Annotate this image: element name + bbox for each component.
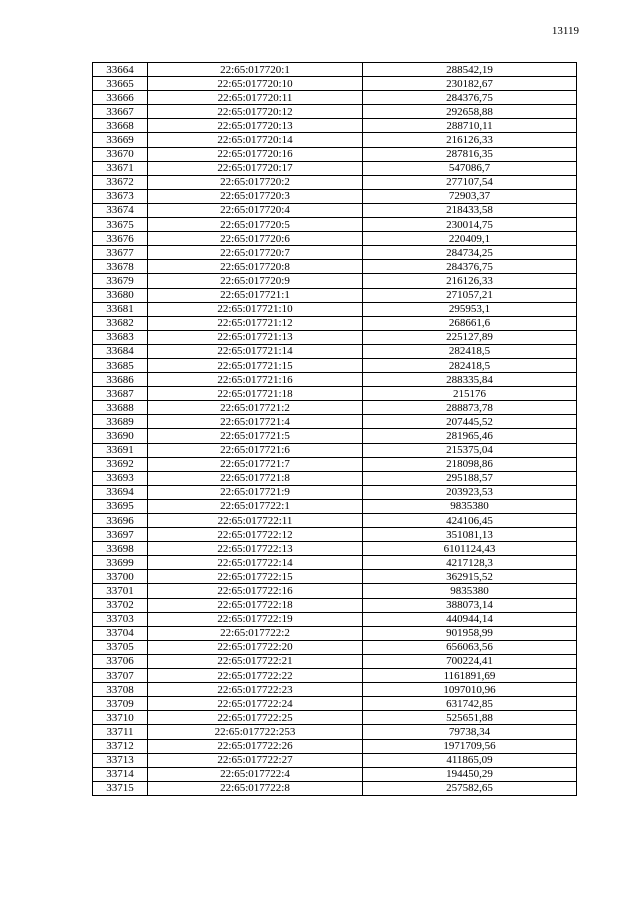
table-row <box>93 119 577 133</box>
table-row <box>93 514 577 528</box>
row-number-cell: 33676 <box>93 232 148 246</box>
row-number-cell: 33679 <box>93 274 148 288</box>
cadastral-number-cell: 22:65:017721:12 <box>148 316 363 330</box>
table-row <box>93 528 577 542</box>
row-number-cell: 33709 <box>93 697 148 711</box>
cadastral-number-cell: 22:65:017722:24 <box>148 697 363 711</box>
cadastral-number-cell: 22:65:017720:7 <box>148 246 363 260</box>
value-cell: 282418,5 <box>363 358 577 372</box>
table-row <box>93 218 577 232</box>
value-cell: 215375,04 <box>363 443 577 457</box>
cadastral-number-cell: 22:65:017721:4 <box>148 415 363 429</box>
value-cell: 388073,14 <box>363 598 577 612</box>
value-cell: 207445,52 <box>363 415 577 429</box>
row-number-cell: 33675 <box>93 218 148 232</box>
table-row <box>93 457 577 471</box>
value-cell: 230014,75 <box>363 218 577 232</box>
table-row <box>93 753 577 767</box>
value-cell: 282418,5 <box>363 344 577 358</box>
cadastral-number-cell: 22:65:017722:15 <box>148 570 363 584</box>
table-row <box>93 330 577 344</box>
value-cell: 901958,99 <box>363 626 577 640</box>
cadastral-number-cell: 22:65:017720:2 <box>148 175 363 189</box>
value-cell: 72903,37 <box>363 189 577 203</box>
table-row <box>93 556 577 570</box>
table-row <box>93 415 577 429</box>
table-row <box>93 387 577 401</box>
row-number-cell: 33704 <box>93 626 148 640</box>
table-row <box>93 77 577 91</box>
value-cell: 1097010,96 <box>363 683 577 697</box>
cadastral-number-cell: 22:65:017722:25 <box>148 711 363 725</box>
row-number-cell: 33666 <box>93 91 148 105</box>
value-cell: 424106,45 <box>363 514 577 528</box>
table-row <box>93 344 577 358</box>
value-cell: 631742,85 <box>363 697 577 711</box>
table-row <box>93 260 577 274</box>
row-number-cell: 33699 <box>93 556 148 570</box>
value-cell: 6101124,43 <box>363 542 577 556</box>
row-number-cell: 33705 <box>93 640 148 654</box>
value-cell: 257582,65 <box>363 781 577 795</box>
value-cell: 656063,56 <box>363 640 577 654</box>
row-number-cell: 33664 <box>93 63 148 77</box>
value-cell: 288873,78 <box>363 401 577 415</box>
table-row <box>93 781 577 795</box>
row-number-cell: 33710 <box>93 711 148 725</box>
table-row <box>93 612 577 626</box>
row-number-cell: 33707 <box>93 669 148 683</box>
value-cell: 277107,54 <box>363 175 577 189</box>
cadastral-number-cell: 22:65:017722:19 <box>148 612 363 626</box>
page-number: 13119 <box>551 25 579 37</box>
row-number-cell: 33678 <box>93 260 148 274</box>
row-number-cell: 33693 <box>93 471 148 485</box>
value-cell: 271057,21 <box>363 288 577 302</box>
row-number-cell: 33669 <box>93 133 148 147</box>
row-number-cell: 33670 <box>93 147 148 161</box>
table-row <box>93 63 577 77</box>
cadastral-number-cell: 22:65:017722:253 <box>148 725 363 739</box>
cadastral-number-cell: 22:65:017720:13 <box>148 119 363 133</box>
value-cell: 268661,6 <box>363 316 577 330</box>
table-row <box>93 654 577 668</box>
cadastral-number-cell: 22:65:017722:13 <box>148 542 363 556</box>
row-number-cell: 33668 <box>93 119 148 133</box>
value-cell: 218433,58 <box>363 203 577 217</box>
table-row <box>93 697 577 711</box>
table-row <box>93 669 577 683</box>
cadastral-number-cell: 22:65:017721:14 <box>148 344 363 358</box>
row-number-cell: 33673 <box>93 189 148 203</box>
value-cell: 351081,13 <box>363 528 577 542</box>
cadastral-number-cell: 22:65:017720:14 <box>148 133 363 147</box>
table-row <box>93 232 577 246</box>
value-cell: 295953,1 <box>363 302 577 316</box>
cadastral-number-cell: 22:65:017721:8 <box>148 471 363 485</box>
row-number-cell: 33694 <box>93 485 148 499</box>
row-number-cell: 33671 <box>93 161 148 175</box>
row-number-cell: 33684 <box>93 344 148 358</box>
table-row <box>93 189 577 203</box>
cadastral-number-cell: 22:65:017720:16 <box>148 147 363 161</box>
table-row <box>93 133 577 147</box>
table-row <box>93 485 577 499</box>
value-cell: 288710,11 <box>363 119 577 133</box>
value-cell: 295188,57 <box>363 471 577 485</box>
row-number-cell: 33714 <box>93 767 148 781</box>
row-number-cell: 33700 <box>93 570 148 584</box>
table-row <box>93 246 577 260</box>
value-cell: 4217128,3 <box>363 556 577 570</box>
cadastral-number-cell: 22:65:017720:4 <box>148 203 363 217</box>
table-row <box>93 274 577 288</box>
row-number-cell: 33680 <box>93 288 148 302</box>
cadastral-number-cell: 22:65:017722:22 <box>148 669 363 683</box>
table-row <box>93 429 577 443</box>
value-cell: 284376,75 <box>363 91 577 105</box>
table-row <box>93 175 577 189</box>
cadastral-number-cell: 22:65:017720:11 <box>148 91 363 105</box>
cadastral-number-cell: 22:65:017722:11 <box>148 514 363 528</box>
cadastral-value-table <box>92 62 577 796</box>
row-number-cell: 33690 <box>93 429 148 443</box>
table-row <box>93 542 577 556</box>
cadastral-number-cell: 22:65:017722:27 <box>148 753 363 767</box>
value-cell: 284376,75 <box>363 260 577 274</box>
row-number-cell: 33689 <box>93 415 148 429</box>
row-number-cell: 33715 <box>93 781 148 795</box>
row-number-cell: 33674 <box>93 203 148 217</box>
row-number-cell: 33688 <box>93 401 148 415</box>
value-cell: 1161891,69 <box>363 669 577 683</box>
table-row <box>93 91 577 105</box>
value-cell: 547086,7 <box>363 161 577 175</box>
value-cell: 216126,33 <box>363 133 577 147</box>
cadastral-number-cell: 22:65:017720:3 <box>148 189 363 203</box>
cadastral-number-cell: 22:65:017721:18 <box>148 387 363 401</box>
value-cell: 216126,33 <box>363 274 577 288</box>
row-number-cell: 33681 <box>93 302 148 316</box>
table-row <box>93 443 577 457</box>
cadastral-number-cell: 22:65:017720:17 <box>148 161 363 175</box>
cadastral-number-cell: 22:65:017720:1 <box>148 63 363 77</box>
cadastral-number-cell: 22:65:017722:8 <box>148 781 363 795</box>
value-cell: 288335,84 <box>363 373 577 387</box>
cadastral-number-cell: 22:65:017722:2 <box>148 626 363 640</box>
table-row <box>93 316 577 330</box>
cadastral-number-cell: 22:65:017722:14 <box>148 556 363 570</box>
cadastral-number-cell: 22:65:017722:23 <box>148 683 363 697</box>
table-row <box>93 767 577 781</box>
cadastral-number-cell: 22:65:017720:9 <box>148 274 363 288</box>
table-row <box>93 570 577 584</box>
cadastral-number-cell: 22:65:017722:1 <box>148 499 363 513</box>
table-row <box>93 288 577 302</box>
row-number-cell: 33703 <box>93 612 148 626</box>
row-number-cell: 33706 <box>93 654 148 668</box>
row-number-cell: 33665 <box>93 77 148 91</box>
value-cell: 194450,29 <box>363 767 577 781</box>
cadastral-number-cell: 22:65:017721:9 <box>148 485 363 499</box>
row-number-cell: 33683 <box>93 330 148 344</box>
row-number-cell: 33712 <box>93 739 148 753</box>
row-number-cell: 33667 <box>93 105 148 119</box>
table-row <box>93 739 577 753</box>
cadastral-number-cell: 22:65:017722:12 <box>148 528 363 542</box>
value-cell: 79738,34 <box>363 725 577 739</box>
row-number-cell: 33708 <box>93 683 148 697</box>
cadastral-number-cell: 22:65:017721:13 <box>148 330 363 344</box>
value-cell: 288542,19 <box>363 63 577 77</box>
value-cell: 220409,1 <box>363 232 577 246</box>
table-row <box>93 161 577 175</box>
table-row <box>93 105 577 119</box>
value-cell: 225127,89 <box>363 330 577 344</box>
table-row <box>93 471 577 485</box>
row-number-cell: 33698 <box>93 542 148 556</box>
cadastral-number-cell: 22:65:017720:12 <box>148 105 363 119</box>
cadastral-number-cell: 22:65:017722:20 <box>148 640 363 654</box>
value-cell: 9835380 <box>363 499 577 513</box>
row-number-cell: 33687 <box>93 387 148 401</box>
cadastral-number-cell: 22:65:017720:6 <box>148 232 363 246</box>
row-number-cell: 33691 <box>93 443 148 457</box>
value-cell: 292658,88 <box>363 105 577 119</box>
table-row <box>93 302 577 316</box>
row-number-cell: 33697 <box>93 528 148 542</box>
cadastral-number-cell: 22:65:017720:5 <box>148 218 363 232</box>
row-number-cell: 33682 <box>93 316 148 330</box>
cadastral-number-cell: 22:65:017721:6 <box>148 443 363 457</box>
table-row <box>93 358 577 372</box>
table-row <box>93 683 577 697</box>
value-cell: 525651,88 <box>363 711 577 725</box>
row-number-cell: 33702 <box>93 598 148 612</box>
table-row <box>93 373 577 387</box>
value-cell: 440944,14 <box>363 612 577 626</box>
cadastral-number-cell: 22:65:017722:21 <box>148 654 363 668</box>
cadastral-number-cell: 22:65:017721:5 <box>148 429 363 443</box>
cadastral-number-cell: 22:65:017722:16 <box>148 584 363 598</box>
table-row <box>93 598 577 612</box>
table-row <box>93 147 577 161</box>
row-number-cell: 33696 <box>93 514 148 528</box>
cadastral-number-cell: 22:65:017722:26 <box>148 739 363 753</box>
value-cell: 215176 <box>363 387 577 401</box>
cadastral-number-cell: 22:65:017721:15 <box>148 358 363 372</box>
row-number-cell: 33692 <box>93 457 148 471</box>
row-number-cell: 33685 <box>93 358 148 372</box>
value-cell: 287816,35 <box>363 147 577 161</box>
value-cell: 700224,41 <box>363 654 577 668</box>
table-row <box>93 203 577 217</box>
cadastral-number-cell: 22:65:017722:4 <box>148 767 363 781</box>
value-cell: 203923,53 <box>363 485 577 499</box>
value-cell: 9835380 <box>363 584 577 598</box>
row-number-cell: 33713 <box>93 753 148 767</box>
value-cell: 281965,46 <box>363 429 577 443</box>
cadastral-number-cell: 22:65:017721:1 <box>148 288 363 302</box>
cadastral-number-cell: 22:65:017722:18 <box>148 598 363 612</box>
table-row <box>93 584 577 598</box>
row-number-cell: 33701 <box>93 584 148 598</box>
cadastral-number-cell: 22:65:017720:8 <box>148 260 363 274</box>
value-cell: 284734,25 <box>363 246 577 260</box>
row-number-cell: 33686 <box>93 373 148 387</box>
value-cell: 411865,09 <box>363 753 577 767</box>
table-row <box>93 640 577 654</box>
table-body <box>93 63 577 796</box>
row-number-cell: 33695 <box>93 499 148 513</box>
row-number-cell: 33711 <box>93 725 148 739</box>
table-row <box>93 711 577 725</box>
cadastral-number-cell: 22:65:017721:2 <box>148 401 363 415</box>
table-row <box>93 499 577 513</box>
value-cell: 218098,86 <box>363 457 577 471</box>
table-row <box>93 401 577 415</box>
cadastral-number-cell: 22:65:017720:10 <box>148 77 363 91</box>
value-cell: 362915,52 <box>363 570 577 584</box>
value-cell: 1971709,56 <box>363 739 577 753</box>
value-cell: 230182,67 <box>363 77 577 91</box>
table-row <box>93 725 577 739</box>
table-row <box>93 626 577 640</box>
cadastral-number-cell: 22:65:017721:10 <box>148 302 363 316</box>
row-number-cell: 33672 <box>93 175 148 189</box>
cadastral-number-cell: 22:65:017721:7 <box>148 457 363 471</box>
cadastral-number-cell: 22:65:017721:16 <box>148 373 363 387</box>
row-number-cell: 33677 <box>93 246 148 260</box>
